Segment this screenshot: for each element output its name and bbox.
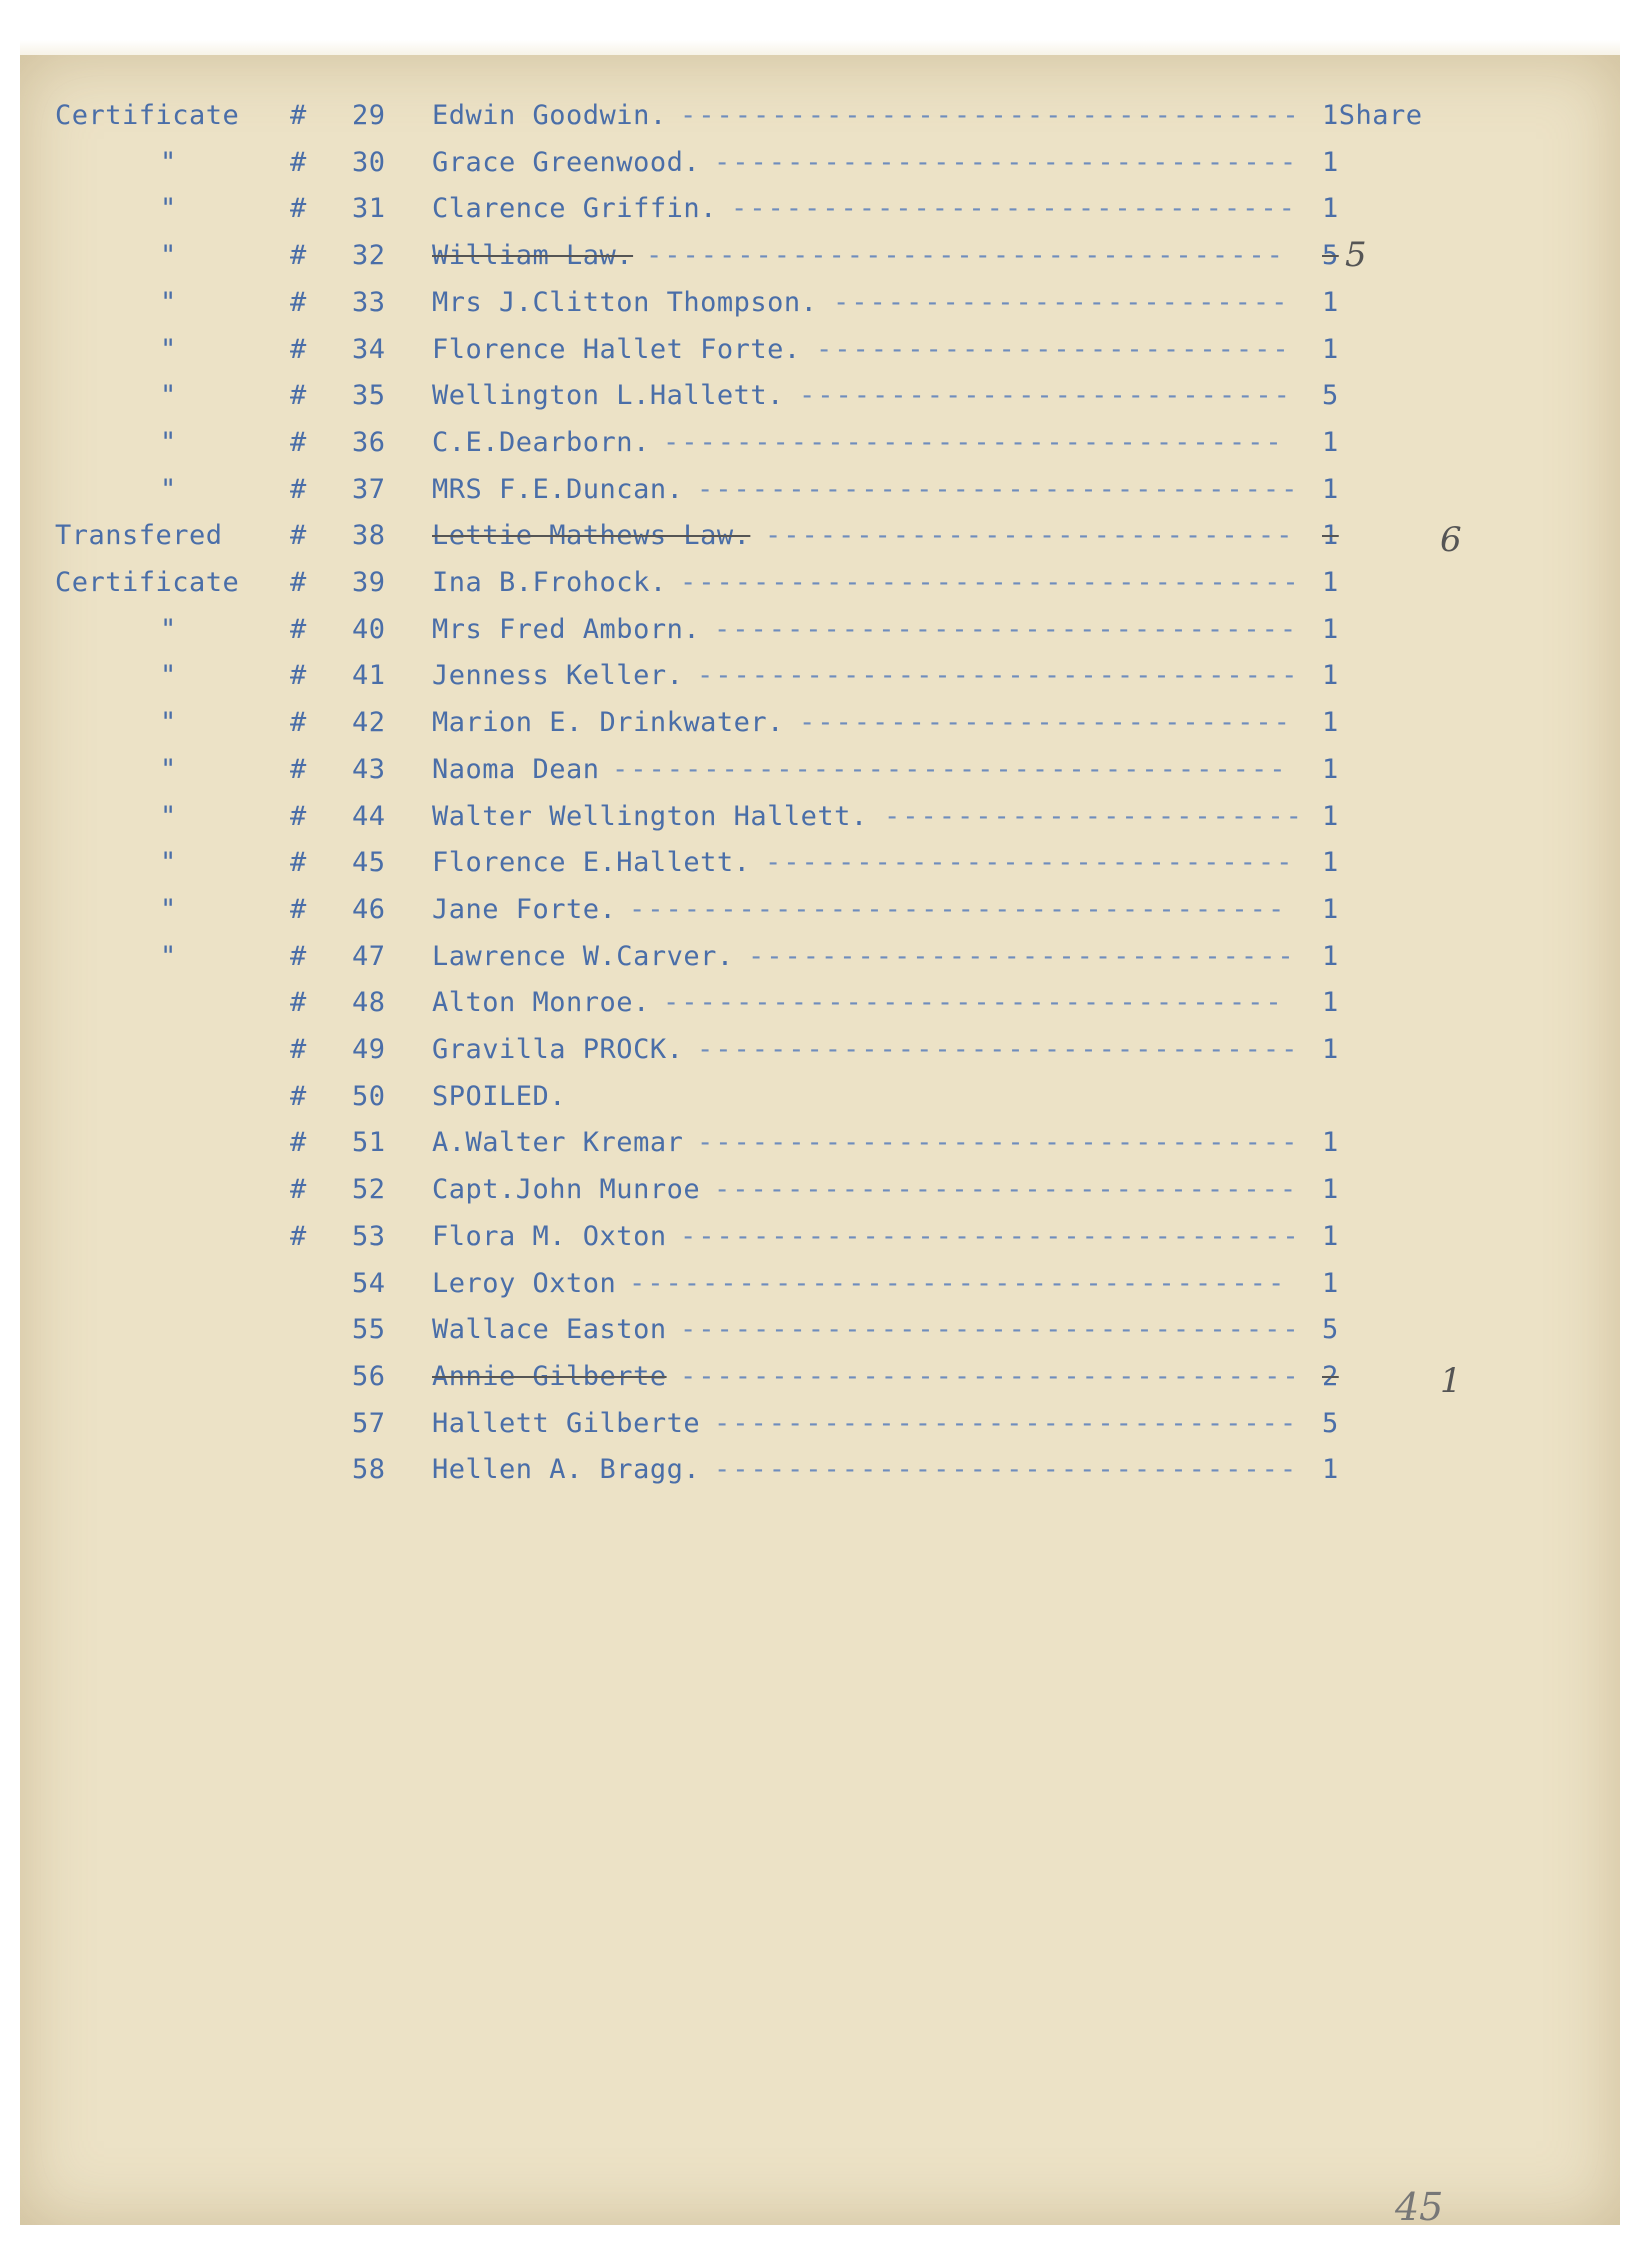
dash-leader: ----------------------------------- (646, 240, 1285, 272)
holder-name: MRS F.E.Duncan. (432, 473, 684, 505)
dash-leader: -------------------------------- (714, 1407, 1299, 1439)
certificate-number: 29 (352, 100, 386, 131)
holder-name: Alton Monroe. (432, 987, 650, 1019)
hash-sign: # (290, 333, 307, 365)
share-count: 5 (1322, 240, 1339, 272)
holder-name: Capt.John Munroe (432, 1174, 701, 1206)
certificate-number: 36 (352, 426, 386, 458)
ledger-row (0, 754, 1647, 800)
ditto-mark: " (160, 193, 177, 225)
certificate-number: 58 (352, 1454, 386, 1486)
dash-leader: -------------------------------- (714, 613, 1299, 645)
handwritten-correction: 1 (1440, 1360, 1463, 1401)
certificate-number: 45 (352, 847, 386, 879)
handwritten-share-note: 5 (1345, 235, 1367, 276)
dash-leader: ------------------------------------ (629, 893, 1287, 925)
dash-leader: ------------------------------------- (612, 753, 1288, 785)
ledger-row (0, 1361, 1647, 1407)
row-label: Certificate (55, 100, 240, 131)
holder-name: Hallett Gilberte (432, 1407, 701, 1439)
hash-sign: # (290, 940, 307, 972)
certificate-number: 33 (352, 286, 386, 318)
certificate-number: 32 (352, 240, 386, 272)
certificate-number: 44 (352, 800, 386, 832)
certificate-number: 54 (352, 1267, 386, 1299)
ledger-row (0, 100, 1647, 146)
share-count: 5 (1322, 1407, 1339, 1439)
holder-name: William Law. (432, 240, 634, 272)
holder-name: Mrs J.Clitton Thompson. (432, 286, 818, 318)
ledger-row (0, 801, 1647, 847)
ditto-mark: " (160, 426, 177, 458)
holder-name: Wellington L.Hallett. (432, 380, 784, 412)
hash-sign: # (290, 426, 307, 458)
hash-sign: # (290, 660, 307, 692)
certificate-number: 46 (352, 893, 386, 925)
holder-name: Florence Hallet Forte. (432, 333, 801, 365)
ditto-mark: " (160, 707, 177, 739)
certificate-number: 31 (352, 193, 386, 225)
share-count: 2 (1322, 1360, 1339, 1392)
share-count: 1 (1322, 660, 1339, 692)
ledger-row (0, 567, 1647, 613)
share-count: 1 (1322, 1034, 1339, 1065)
ledger-row (0, 287, 1647, 333)
hash-sign: # (290, 240, 307, 272)
certificate-number: 51 (352, 1127, 386, 1159)
certificate-number: 30 (352, 146, 386, 178)
share-count: 1 (1322, 1454, 1339, 1486)
dash-leader: --------------------------------- (697, 1127, 1300, 1159)
certificate-number: 49 (352, 1034, 386, 1065)
hash-sign: # (290, 146, 307, 178)
hash-sign: # (290, 987, 307, 1019)
ledger-row (0, 380, 1647, 426)
certificate-number: 50 (352, 1080, 386, 1112)
share-count: 1 (1322, 1220, 1339, 1252)
holder-name: Leroy Oxton (432, 1267, 617, 1299)
dash-leader: ------------------------------- (731, 193, 1297, 225)
ditto-mark: " (160, 473, 177, 505)
ledger-row (0, 334, 1647, 380)
dash-leader: ---------------------------------- (680, 100, 1301, 131)
share-count: 1 (1322, 426, 1339, 458)
dash-leader: --------------------------------- (697, 473, 1300, 505)
dash-leader: ------------------------- (833, 286, 1290, 318)
dash-leader: --------------------------- (799, 380, 1292, 412)
dash-leader: ---------------------------------- (680, 1314, 1301, 1346)
holder-name: Jenness Keller. (432, 660, 684, 692)
dash-leader: -------------------------------- (714, 146, 1299, 178)
share-count: 1 (1322, 193, 1339, 225)
holder-name: C.E.Dearborn. (432, 426, 650, 458)
holder-name: Mrs Fred Amborn. (432, 613, 701, 645)
holder-name: Edwin Goodwin. (432, 100, 667, 131)
certificate-number: 57 (352, 1407, 386, 1439)
hash-sign: # (290, 800, 307, 832)
dash-leader: -------------------------------- (714, 1174, 1299, 1206)
share-count: 1 (1322, 613, 1339, 645)
ditto-mark: " (160, 847, 177, 879)
ledger-row (0, 1127, 1647, 1173)
certificate-number: 47 (352, 940, 386, 972)
share-count: 1 (1322, 800, 1339, 832)
holder-name: Wallace Easton (432, 1314, 667, 1346)
hash-sign: # (290, 286, 307, 318)
ledger-row (0, 614, 1647, 660)
ditto-mark: " (160, 893, 177, 925)
ledger-row (0, 1034, 1647, 1080)
ditto-mark: " (160, 380, 177, 412)
ledger-row (0, 1081, 1647, 1127)
ledger-row (0, 240, 1647, 286)
handwritten-correction: 6 (1440, 520, 1463, 561)
hash-sign: # (290, 520, 307, 552)
row-label: Transfered (55, 520, 223, 552)
holder-name: SPOILED. (432, 1080, 567, 1112)
holder-name: Marion E. Drinkwater. (432, 707, 784, 739)
holder-name: Walter Wellington Hallett. (432, 800, 868, 832)
holder-name: Lawrence W.Carver. (432, 940, 734, 972)
share-count: 1 (1322, 847, 1339, 879)
dash-leader: ------------------------------ (748, 940, 1296, 972)
ledger-row (0, 1314, 1647, 1360)
dash-leader: --------------------------- (799, 707, 1292, 739)
share-count: 1 (1322, 333, 1339, 365)
share-count: 1 (1322, 940, 1339, 972)
share-count: 5 (1322, 380, 1339, 412)
ditto-mark: " (160, 940, 177, 972)
share-count: 1 (1322, 567, 1339, 598)
dash-leader: ---------------------------------- (680, 567, 1301, 598)
dash-leader: ------------------------------------ (629, 1267, 1287, 1299)
hash-sign: # (290, 847, 307, 879)
certificate-number: 53 (352, 1220, 386, 1252)
hash-sign: # (290, 707, 307, 739)
share-count: 1 (1322, 520, 1339, 552)
hash-sign: # (290, 193, 307, 225)
dash-leader: ----------------------------- (765, 847, 1295, 879)
certificate-number: 41 (352, 660, 386, 692)
hash-sign: # (290, 1127, 307, 1159)
certificate-number: 42 (352, 707, 386, 739)
certificate-number: 35 (352, 380, 386, 412)
ledger-row (0, 894, 1647, 940)
certificate-number: 38 (352, 520, 386, 552)
holder-name: Jane Forte. (432, 893, 617, 925)
ledger-row (0, 1221, 1647, 1267)
holder-name: Ina B.Frohock. (432, 567, 667, 598)
dash-leader: -------------------------------- (714, 1454, 1299, 1486)
dash-leader: --------------------------------- (697, 1034, 1300, 1065)
ledger-row (0, 941, 1647, 987)
ditto-mark: " (160, 753, 177, 785)
ditto-mark: " (160, 660, 177, 692)
hash-sign: # (290, 1080, 307, 1112)
holder-name: Florence E.Hallett. (432, 847, 751, 879)
certificate-number: 34 (352, 333, 386, 365)
dash-leader: ---------------------------------- (680, 1360, 1301, 1392)
certificate-number: 55 (352, 1314, 386, 1346)
ledger-row (0, 1174, 1647, 1220)
ledger-row (0, 474, 1647, 520)
share-count: 1 (1322, 146, 1339, 178)
holder-name: Hellen A. Bragg. (432, 1454, 701, 1486)
ledger-row (0, 660, 1647, 706)
holder-name: Grace Greenwood. (432, 146, 701, 178)
holder-name: A.Walter Kremar (432, 1127, 684, 1159)
ledger-row (0, 847, 1647, 893)
share-count: 1 (1322, 893, 1339, 925)
dash-leader: ---------------------------------- (663, 987, 1284, 1019)
hash-sign: # (290, 380, 307, 412)
ledger-row (0, 1408, 1647, 1454)
share-count: 1 (1322, 1127, 1339, 1159)
ditto-mark: " (160, 240, 177, 272)
holder-name: Flora M. Oxton (432, 1220, 667, 1252)
share-count: 1 (1322, 1267, 1339, 1299)
holder-name: Annie Gilberte (432, 1360, 667, 1392)
share-count: 1 (1322, 473, 1339, 505)
dash-leader: ---------------------------------- (680, 1220, 1301, 1252)
ditto-mark: " (160, 146, 177, 178)
hash-sign: # (290, 893, 307, 925)
holder-name: Gravilla PROCK. (432, 1034, 684, 1065)
dash-leader: ---------------------------------- (663, 426, 1284, 458)
dash-leader: -------------------------- (816, 333, 1291, 365)
ditto-mark: " (160, 613, 177, 645)
ledger-row (0, 193, 1647, 239)
certificate-number: 48 (352, 987, 386, 1019)
share-count: 1Share (1322, 100, 1423, 131)
certificate-number: 52 (352, 1174, 386, 1206)
hash-sign: # (290, 1174, 307, 1206)
ditto-mark: " (160, 286, 177, 318)
dash-leader: --------------------------------- (697, 660, 1300, 692)
hash-sign: # (290, 473, 307, 505)
row-label: Certificate (55, 567, 240, 598)
certificate-number: 43 (352, 753, 386, 785)
share-count: 1 (1322, 753, 1339, 785)
hash-sign: # (290, 753, 307, 785)
dash-leader: ----------------------------- (765, 520, 1295, 552)
certificate-number: 39 (352, 567, 386, 598)
ledger-row (0, 427, 1647, 473)
share-count: 1 (1322, 286, 1339, 318)
hash-sign: # (290, 1034, 307, 1065)
holder-name: Naoma Dean (432, 753, 600, 785)
share-count: 1 (1322, 1174, 1339, 1206)
holder-name: Clarence Griffin. (432, 193, 717, 225)
hash-sign: # (290, 613, 307, 645)
certificate-number: 37 (352, 473, 386, 505)
ditto-mark: " (160, 333, 177, 365)
ledger-row (0, 1268, 1647, 1314)
page-number-handwritten: 45 (1395, 2185, 1444, 2229)
share-count: 1 (1322, 987, 1339, 1019)
hash-sign: # (290, 100, 307, 131)
certificate-number: 40 (352, 613, 386, 645)
share-count: 5 (1322, 1314, 1339, 1346)
ledger-row (0, 520, 1647, 566)
ledger-row (0, 987, 1647, 1033)
dash-leader: ----------------------- (884, 800, 1304, 832)
ledger-row (0, 147, 1647, 193)
ledger-row (0, 707, 1647, 753)
ditto-mark: " (160, 800, 177, 832)
share-count: 1 (1322, 707, 1339, 739)
certificate-number: 56 (352, 1360, 386, 1392)
holder-name: Lettie Mathews Law. (432, 520, 751, 552)
hash-sign: # (290, 567, 307, 598)
ledger-row (0, 1454, 1647, 1500)
hash-sign: # (290, 1220, 307, 1252)
